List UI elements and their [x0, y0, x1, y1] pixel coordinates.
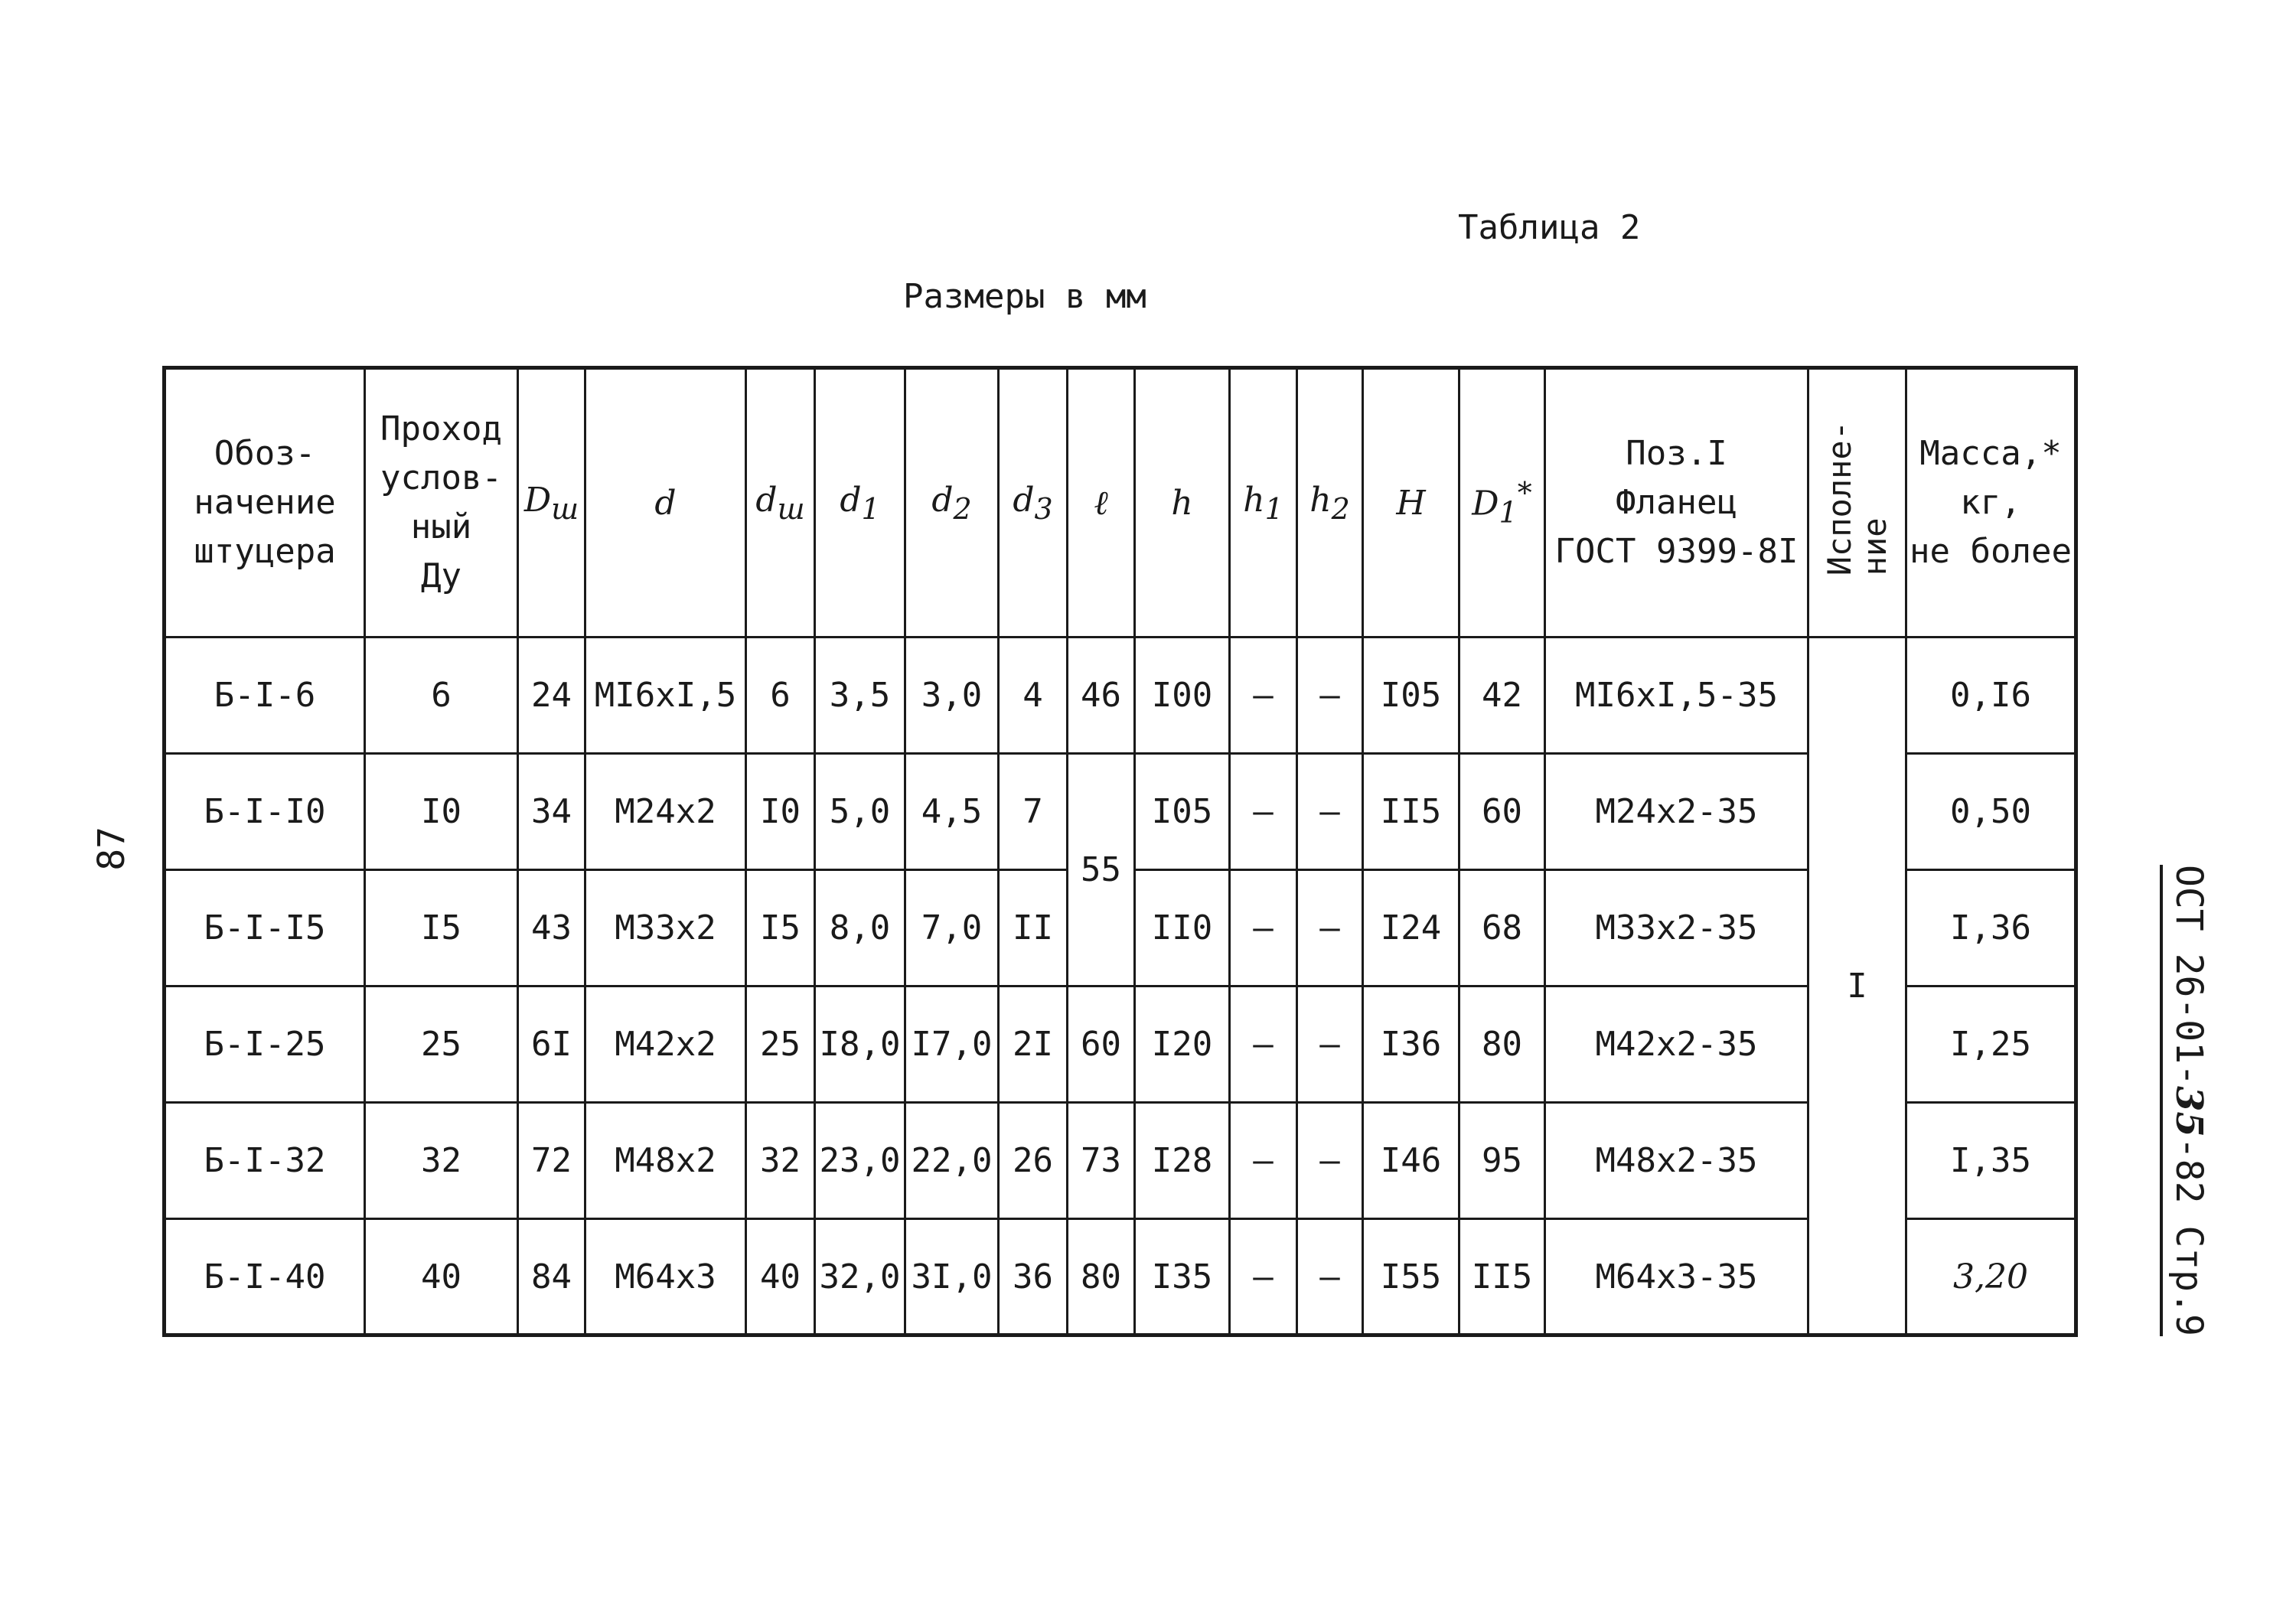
cell-d: M33x2: [585, 870, 746, 986]
cell-H: II5: [1363, 754, 1459, 870]
cell-d: M64x3: [585, 1219, 746, 1335]
cell-d-sh: 25: [746, 986, 815, 1103]
cell-h1: –: [1230, 754, 1297, 870]
header-l-base: ℓ: [1094, 483, 1108, 523]
cell-l: 73: [1068, 1103, 1135, 1219]
cell-mass: 0,I6: [1906, 638, 2076, 754]
cell-flange: M48x2-35: [1545, 1103, 1808, 1219]
cell-d3: 7: [999, 754, 1068, 870]
cell-d3: 2I: [999, 986, 1068, 1103]
cell-flange: M42x2-35: [1545, 986, 1808, 1103]
header-h2: [1297, 368, 1363, 638]
header-h-base: h: [1171, 483, 1193, 523]
table-row: [165, 638, 2076, 754]
cell-d3: II: [999, 870, 1068, 986]
cell-d-sh: 40: [746, 1219, 815, 1335]
cell-designation: Б-I-6: [165, 638, 365, 754]
cell-mass: 3,20: [1906, 1219, 2076, 1335]
cell-H: I46: [1363, 1103, 1459, 1219]
cell-passage: 25: [365, 986, 518, 1103]
cell-h1: –: [1230, 870, 1297, 986]
header-H: [1363, 368, 1459, 638]
table-row: [165, 986, 2076, 1103]
header-row: [165, 368, 2076, 638]
cell-flange: M24x2-35: [1545, 754, 1808, 870]
units-caption: Размеры в мм: [903, 277, 1146, 316]
header-passage-text: Проход услов- ный Ду: [380, 409, 502, 595]
cell-h1: –: [1230, 1219, 1297, 1335]
cell-h2: –: [1297, 638, 1363, 754]
header-D-sh-sub: ш: [551, 491, 579, 526]
cell-H: I05: [1363, 638, 1459, 754]
header-h: [1135, 368, 1230, 638]
table-row: [165, 754, 2076, 870]
header-D1-sub: 1: [1499, 495, 1518, 530]
cell-mass: I,35: [1906, 1103, 2076, 1219]
header-h2-base: h: [1309, 480, 1332, 520]
cell-h1: –: [1230, 1103, 1297, 1219]
cell-flange: MI6xI,5-35: [1545, 638, 1808, 754]
cell-D-sh: 72: [518, 1103, 585, 1219]
cell-d-sh: 32: [746, 1103, 815, 1219]
cell-d3: 36: [999, 1219, 1068, 1335]
header-h1-base: h: [1243, 480, 1265, 520]
cell-passage: I0: [365, 754, 518, 870]
cell-D-sh: 6I: [518, 986, 585, 1103]
cell-D1: 95: [1459, 1103, 1545, 1219]
cell-l-merged: 55: [1068, 754, 1135, 986]
cell-mass: I,25: [1906, 986, 2076, 1103]
header-d3: [999, 368, 1068, 638]
cell-H: I36: [1363, 986, 1459, 1103]
cell-h: I05: [1135, 754, 1230, 870]
cell-l: 80: [1068, 1219, 1135, 1335]
cell-H: I55: [1363, 1219, 1459, 1335]
doc-code-number: 35: [2167, 1085, 2210, 1137]
doc-code-prefix: ОСТ 26-01-: [2167, 865, 2210, 1086]
header-D1: [1459, 368, 1545, 638]
header-passage: [365, 368, 518, 638]
header-d1-sub: 1: [861, 491, 880, 526]
header-D1-sup: *: [1517, 476, 1532, 510]
header-d1: [815, 368, 905, 638]
header-d-sh-sub: ш: [777, 491, 805, 526]
header-execution: [1808, 368, 1906, 638]
cell-d2: 7,0: [905, 870, 999, 986]
cell-d2: I7,0: [905, 986, 999, 1103]
cell-d1: 5,0: [815, 754, 905, 870]
cell-l: 60: [1068, 986, 1135, 1103]
cell-d1: 3,5: [815, 638, 905, 754]
header-mass-text: Масса,* кг, не более: [1910, 434, 2072, 571]
cell-h2: –: [1297, 1103, 1363, 1219]
cell-h: I35: [1135, 1219, 1230, 1335]
cell-l: 46: [1068, 638, 1135, 754]
cell-d-sh: I0: [746, 754, 815, 870]
cell-designation: Б-I-I5: [165, 870, 365, 986]
header-d-sh-base: d: [755, 480, 778, 520]
cell-H: I24: [1363, 870, 1459, 986]
cell-D1: II5: [1459, 1219, 1545, 1335]
cell-h1: –: [1230, 638, 1297, 754]
cell-h: II0: [1135, 870, 1230, 986]
cell-flange: M33x2-35: [1545, 870, 1808, 986]
header-d2-sub: 2: [953, 491, 972, 526]
doc-code-suffix: -82 Стр.9: [2167, 1136, 2210, 1336]
cell-flange: M64x3-35: [1545, 1219, 1808, 1335]
dimensions-table: [162, 366, 2078, 1337]
cell-d-sh: 6: [746, 638, 815, 754]
cell-h: I20: [1135, 986, 1230, 1103]
header-d3-base: d: [1013, 480, 1035, 520]
cell-D-sh: 34: [518, 754, 585, 870]
header-d3-sub: 3: [1034, 491, 1053, 526]
cell-h2: –: [1297, 870, 1363, 986]
cell-h2: –: [1297, 1219, 1363, 1335]
cell-passage: 40: [365, 1219, 518, 1335]
header-mass: [1906, 368, 2076, 638]
cell-h: I00: [1135, 638, 1230, 754]
header-D-sh: [518, 368, 585, 638]
header-D-sh-base: D: [523, 480, 552, 520]
cell-D1: 42: [1459, 638, 1545, 754]
header-h2-sub: 2: [1331, 491, 1350, 526]
page-number: 87: [90, 827, 133, 871]
cell-d: M24x2: [585, 754, 746, 870]
document-code: [2160, 865, 2210, 1336]
header-flange-text: Поз.I Фланец ГОСТ 9399-8I: [1554, 434, 1799, 571]
cell-execution: I: [1808, 638, 1906, 1335]
cell-D1: 68: [1459, 870, 1545, 986]
header-designation-text: Обоз- начение штуцера: [194, 434, 336, 571]
cell-designation: Б-I-40: [165, 1219, 365, 1335]
cell-d1: 8,0: [815, 870, 905, 986]
cell-d2: 3I,0: [905, 1219, 999, 1335]
header-d2: [905, 368, 999, 638]
header-flange: [1545, 368, 1808, 638]
cell-d2: 22,0: [905, 1103, 999, 1219]
cell-d: M42x2: [585, 986, 746, 1103]
cell-d3: 26: [999, 1103, 1068, 1219]
header-h1-sub: 1: [1264, 491, 1283, 526]
cell-d3: 4: [999, 638, 1068, 754]
cell-D-sh: 24: [518, 638, 585, 754]
cell-D1: 60: [1459, 754, 1545, 870]
cell-h1: –: [1230, 986, 1297, 1103]
header-d-sh: [746, 368, 815, 638]
header-l: [1068, 368, 1135, 638]
cell-D-sh: 84: [518, 1219, 585, 1335]
cell-passage: I5: [365, 870, 518, 986]
cell-designation: Б-I-25: [165, 986, 365, 1103]
cell-d1: I8,0: [815, 986, 905, 1103]
cell-d1: 32,0: [815, 1219, 905, 1335]
cell-designation: Б-I-I0: [165, 754, 365, 870]
cell-d1: 23,0: [815, 1103, 905, 1219]
cell-D1: 80: [1459, 986, 1545, 1103]
cell-d2: 3,0: [905, 638, 999, 754]
cell-d-sh: I5: [746, 870, 815, 986]
header-h1: [1230, 368, 1297, 638]
header-d-base: d: [654, 483, 677, 523]
table-row: [165, 1219, 2076, 1335]
cell-passage: 6: [365, 638, 518, 754]
cell-d: MI6xI,5: [585, 638, 746, 754]
cell-h2: –: [1297, 986, 1363, 1103]
header-d: [585, 368, 746, 638]
cell-designation: Б-I-32: [165, 1103, 365, 1219]
header-d2-base: d: [931, 480, 954, 520]
table-row: [165, 1103, 2076, 1219]
header-designation: [165, 368, 365, 638]
cell-D-sh: 43: [518, 870, 585, 986]
cell-h2: –: [1297, 754, 1363, 870]
header-D1-base: D: [1472, 484, 1499, 523]
table-title: Таблица 2: [1458, 208, 1641, 247]
cell-d: M48x2: [585, 1103, 746, 1219]
header-H-base: H: [1396, 483, 1426, 523]
cell-passage: 32: [365, 1103, 518, 1219]
header-execution-text: Исполне- ние: [1820, 421, 1893, 576]
cell-h: I28: [1135, 1103, 1230, 1219]
cell-mass: 0,50: [1906, 754, 2076, 870]
cell-d2: 4,5: [905, 754, 999, 870]
cell-mass: I,36: [1906, 870, 2076, 986]
header-d1-base: d: [840, 480, 862, 520]
